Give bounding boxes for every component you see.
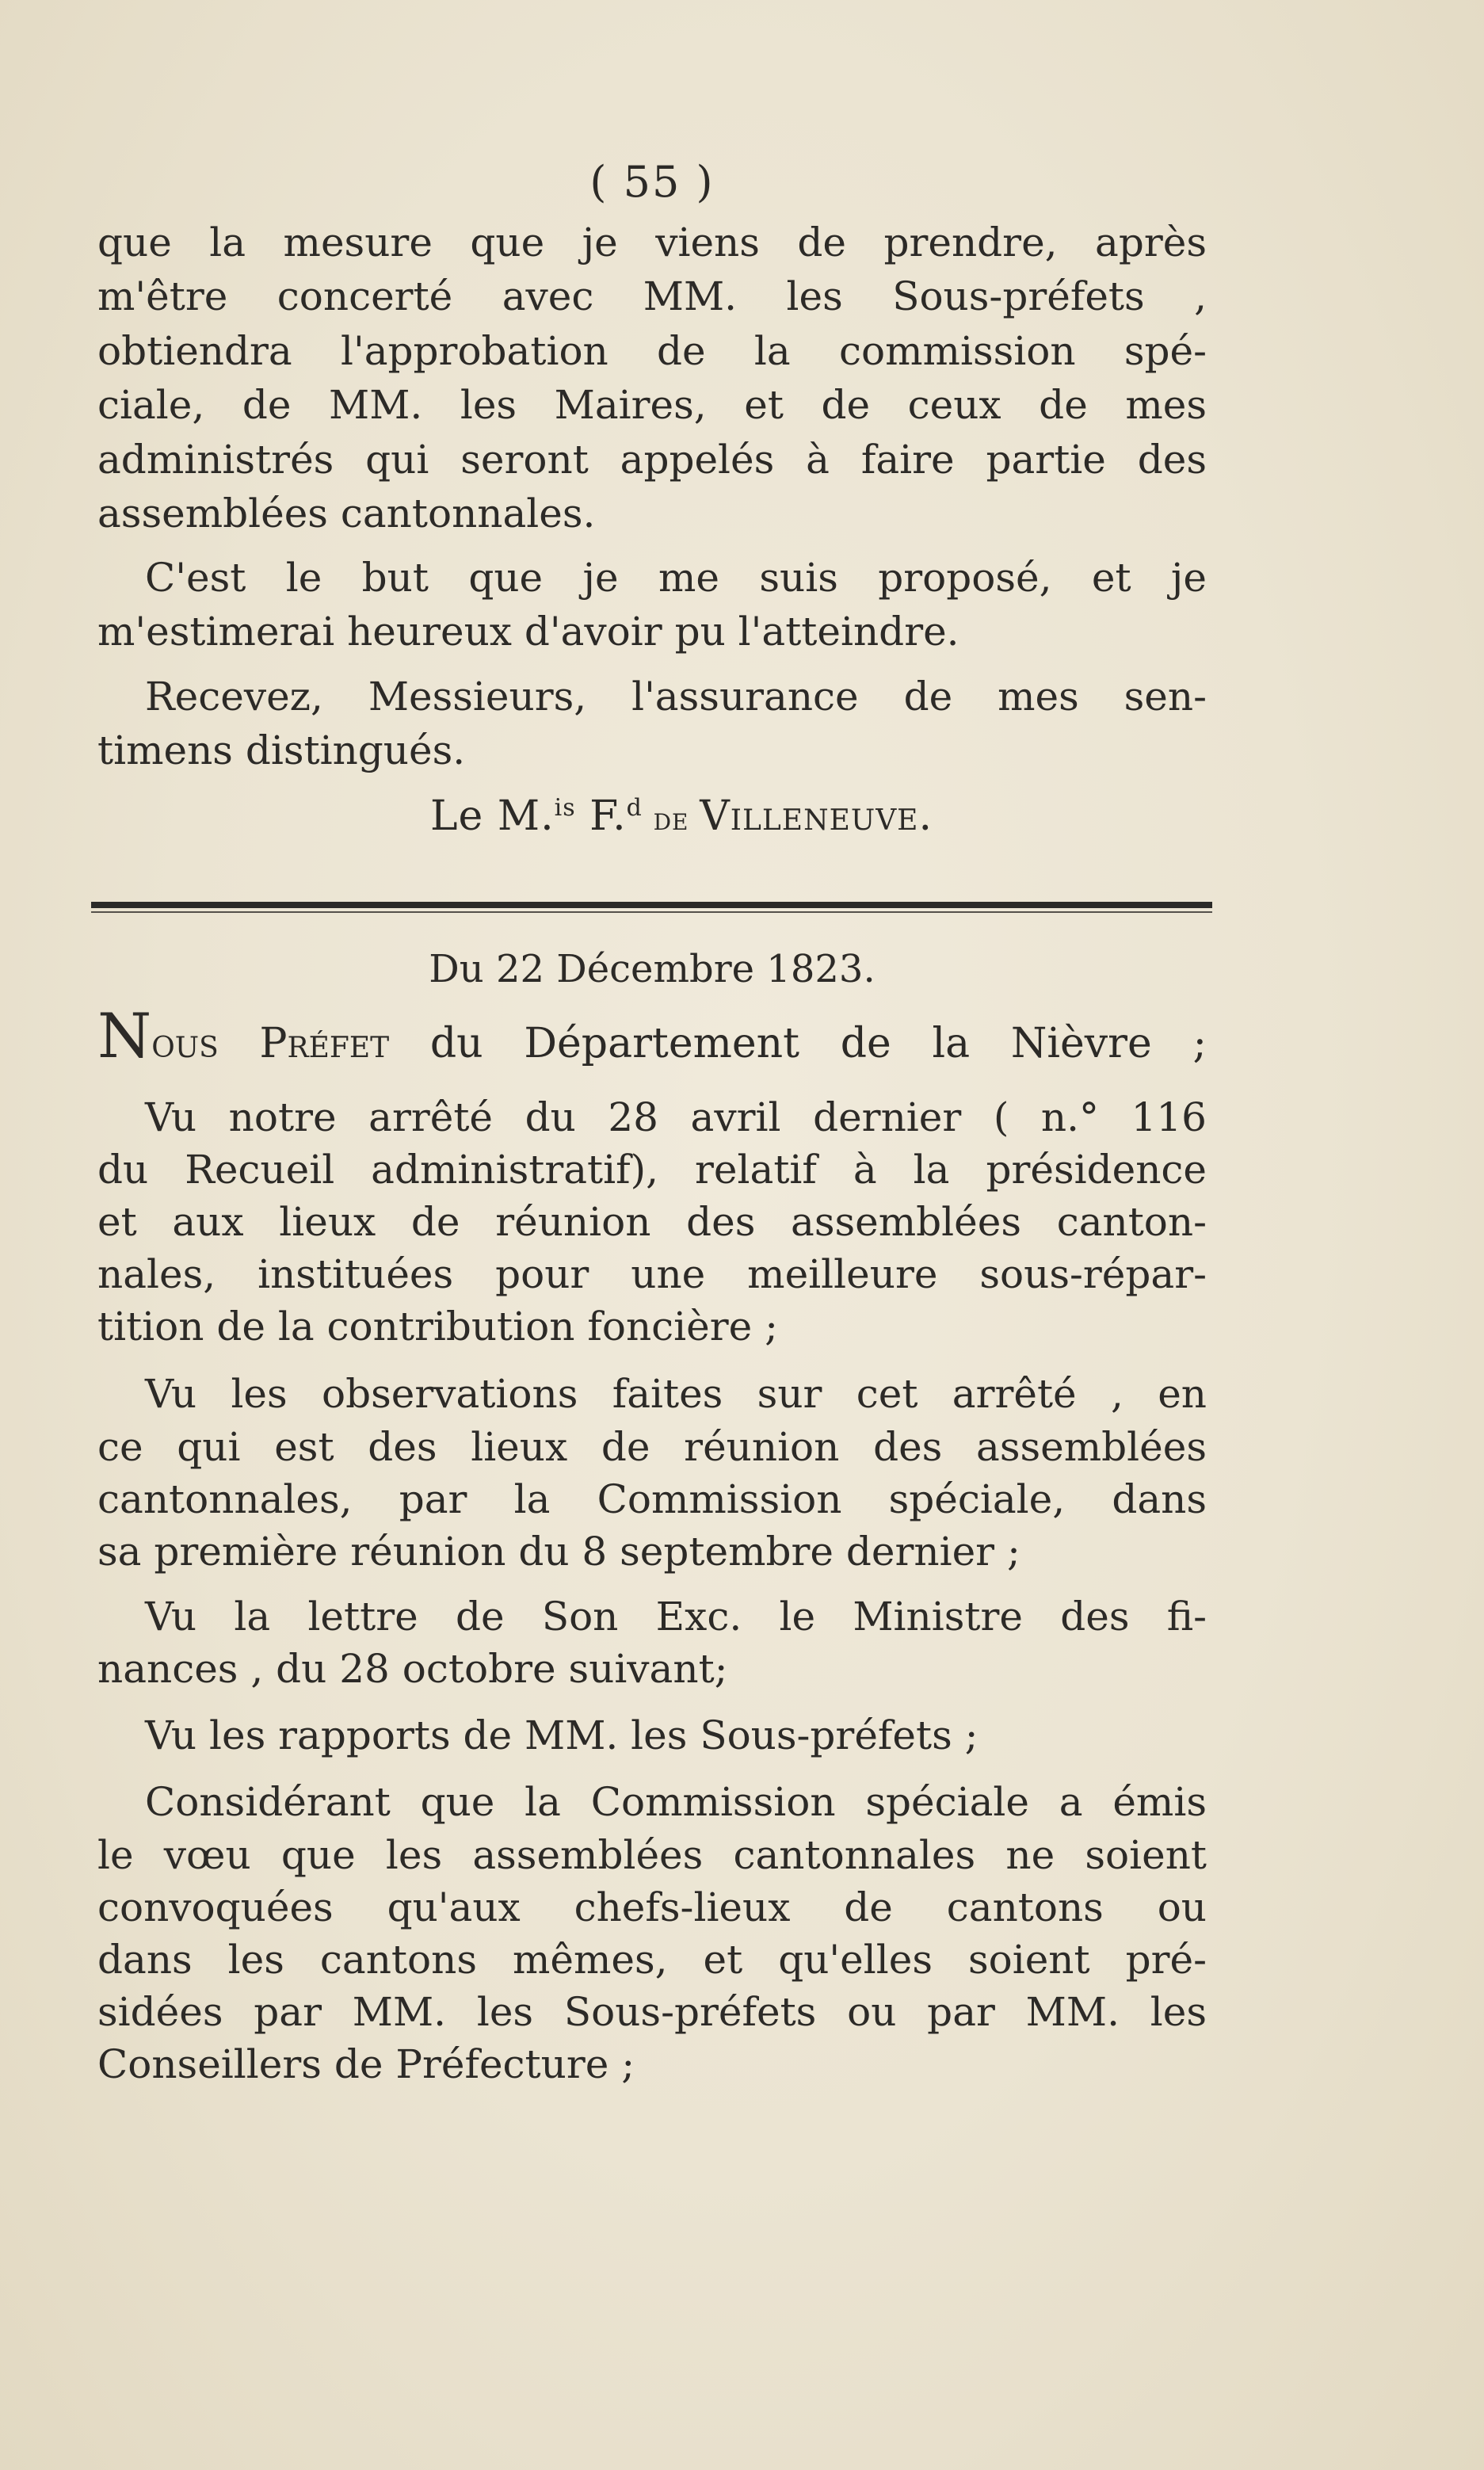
line: assemblées cantonnales. [97, 491, 596, 536]
line: le vœu que les assemblées cantonnales ne soient [97, 1832, 1207, 1878]
line: Recevez, Messieurs, l'assurance de mes sen- [145, 674, 1207, 720]
page-number: ( 55 ) [589, 157, 715, 207]
line: m'estimerai heureux d'avoir pu l'atteindre. [97, 609, 959, 655]
line: Conseillers de Préfecture ; [97, 2041, 635, 2087]
line: convoquées qu'aux chefs-lieux de cantons ou [97, 1884, 1207, 1930]
line: et aux lieux de réunion des assemblées canton- [97, 1199, 1207, 1245]
line: ciale, de MM. les Maires, et de ceux de mes [97, 382, 1207, 428]
decree-heading: Nous Préfet du Département de la Nièvre ; [97, 1001, 1207, 1072]
line: Vu la lettre de Son Exc. le Ministre des fi- [145, 1594, 1207, 1640]
line: du Recueil administratif), relatif à la présidence [97, 1147, 1207, 1193]
line: administrés qui seront appelés à faire partie des [97, 437, 1207, 483]
line: Considérant que la Commission spéciale a émis [145, 1779, 1207, 1825]
line: Vu les rapports de MM. les Sous-préfets ; [145, 1712, 979, 1758]
line: obtiendra l'approbation de la commission spé- [97, 328, 1207, 374]
line: m'être concerté avec MM. les Sous-préfets , [97, 273, 1207, 319]
line: Vu les observations faites sur cet arrêté , en [145, 1371, 1207, 1417]
line: nales, instituées pour une meilleure sous-répar- [97, 1251, 1207, 1297]
line: ce qui est des lieux de réunion des assemblées [97, 1424, 1207, 1470]
signature: Le M.$^{is}$ F.$^d$ de Villeneuve. [430, 792, 933, 840]
line: que la mesure que je viens de prendre, après [97, 220, 1207, 265]
line: cantonnales, par la Commission spéciale, dans [97, 1476, 1207, 1522]
decree-date: Du 22 Décembre 1823. [429, 947, 876, 991]
line: sa première réunion du 8 septembre dernier ; [97, 1529, 1020, 1575]
section-divider [91, 902, 1212, 908]
line: C'est le but que je me suis proposé, et je [145, 555, 1207, 601]
line: tition de la contribution foncière ; [97, 1304, 778, 1350]
line: dans les cantons mêmes, et qu'elles soient pré- [97, 1937, 1207, 1983]
section-divider-thin [91, 911, 1212, 913]
line: Vu notre arrêté du 28 avril dernier ( n.° 116 [145, 1094, 1207, 1140]
line: sidées par MM. les Sous-préfets ou par MM. les [97, 1989, 1207, 2035]
line: timens distingués. [97, 727, 466, 773]
line: nances , du 28 octobre suivant; [97, 1646, 728, 1692]
